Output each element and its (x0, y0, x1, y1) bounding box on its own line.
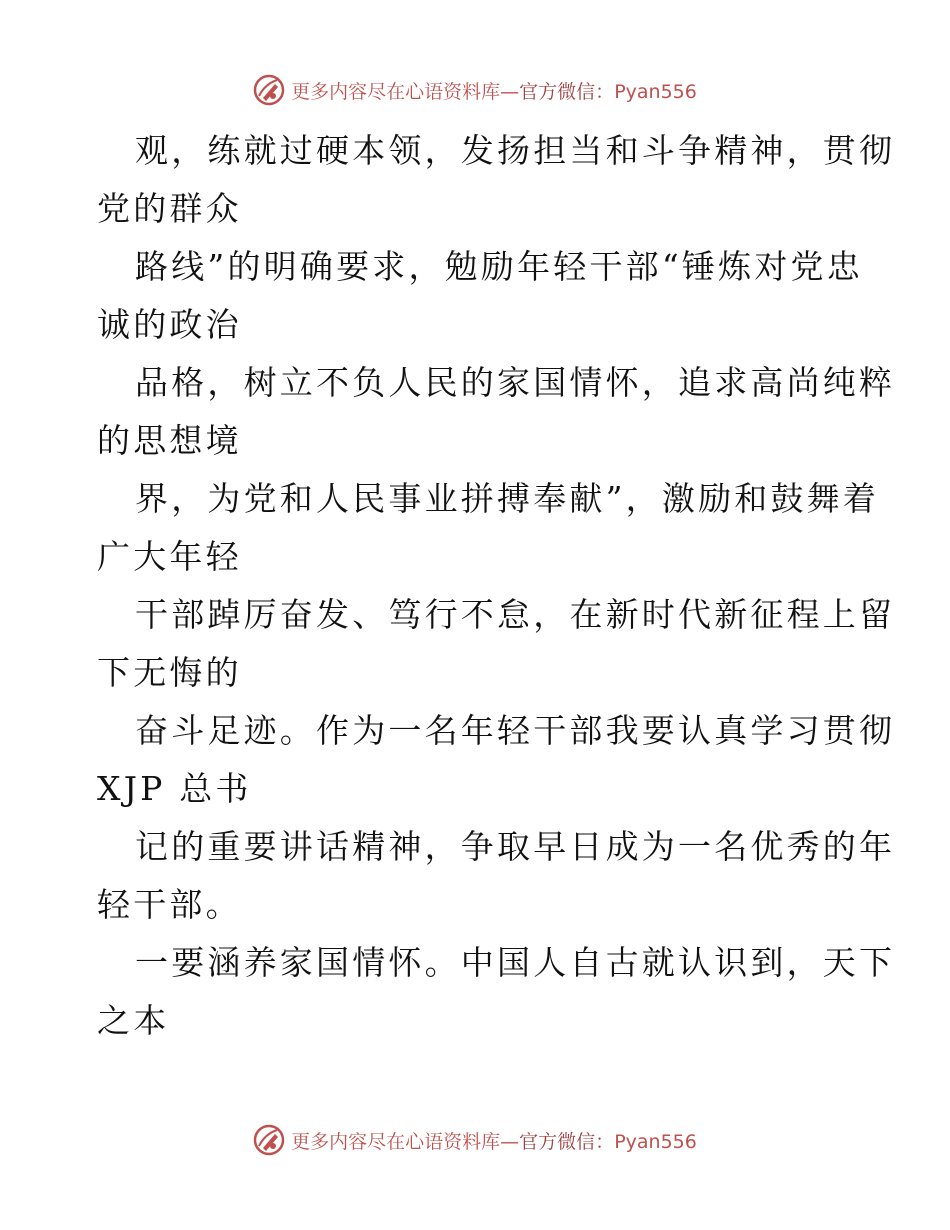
header-watermark (0, 73, 950, 107)
paragraph-first-line: 奋斗足迹。作为一名年轻干部我要认真学习贯彻 (135, 711, 896, 750)
watermark-label: 官方微信： (519, 80, 615, 103)
watermark-label: 官方微信： (519, 1130, 615, 1153)
paragraph (97, 354, 896, 470)
paragraph-continuation: 的思想境 (97, 421, 242, 460)
watermark-separator: — (500, 1130, 520, 1153)
paragraph (97, 586, 896, 702)
paragraph-continuation: 轻干部。 (97, 885, 242, 924)
pen-seal-icon (253, 1124, 285, 1156)
paragraph (97, 238, 863, 354)
paragraph-first-line: 一要涵养家国情怀。中国人自古就认识到，天下 (135, 943, 896, 982)
paragraph-continuation: 广大年轻 (97, 537, 242, 576)
watermark-text (291, 77, 697, 104)
watermark-title: 更多内容尽在心语资料库 (291, 1130, 501, 1153)
paragraph-first-line: 品格，树立不负人民的家国情怀，追求高尚纯粹 (135, 363, 896, 402)
paragraph (97, 818, 896, 934)
paragraph (97, 702, 896, 818)
paragraph (97, 470, 880, 586)
paragraph-first-line: 干部踔厉奋发、笃行不怠，在新时代新征程上留 (135, 595, 896, 634)
paragraph-first-line: 记的重要讲话精神，争取早日成为一名优秀的年 (135, 827, 896, 866)
watermark-separator: — (500, 80, 520, 103)
pen-seal-icon (253, 74, 285, 106)
paragraph-continuation: XJP 总书 (97, 769, 252, 808)
paragraph (97, 934, 896, 1050)
paragraph-continuation: 党的群众 (97, 189, 242, 228)
paragraph-continuation: 下无悔的 (97, 653, 242, 692)
watermark-handle: Pyan556 (614, 1130, 697, 1153)
paragraph (97, 122, 896, 238)
watermark-text (291, 1127, 697, 1154)
paragraph-continuation: 之本 (97, 1001, 170, 1040)
paragraph-first-line: 路线”的明确要求，勉励年轻干部“锤炼对党忠 (135, 247, 863, 286)
paragraph-first-line: 观，练就过硬本领，发扬担当和斗争精神，贯彻 (135, 131, 896, 170)
watermark-title: 更多内容尽在心语资料库 (291, 80, 501, 103)
footer-watermark (0, 1123, 950, 1157)
document-body (97, 122, 896, 1050)
paragraph-first-line: 界，为党和人民事业拼搏奉献”，激励和鼓舞着 (135, 479, 880, 518)
watermark-handle: Pyan556 (614, 80, 697, 103)
paragraph-continuation: 诚的政治 (97, 305, 242, 344)
